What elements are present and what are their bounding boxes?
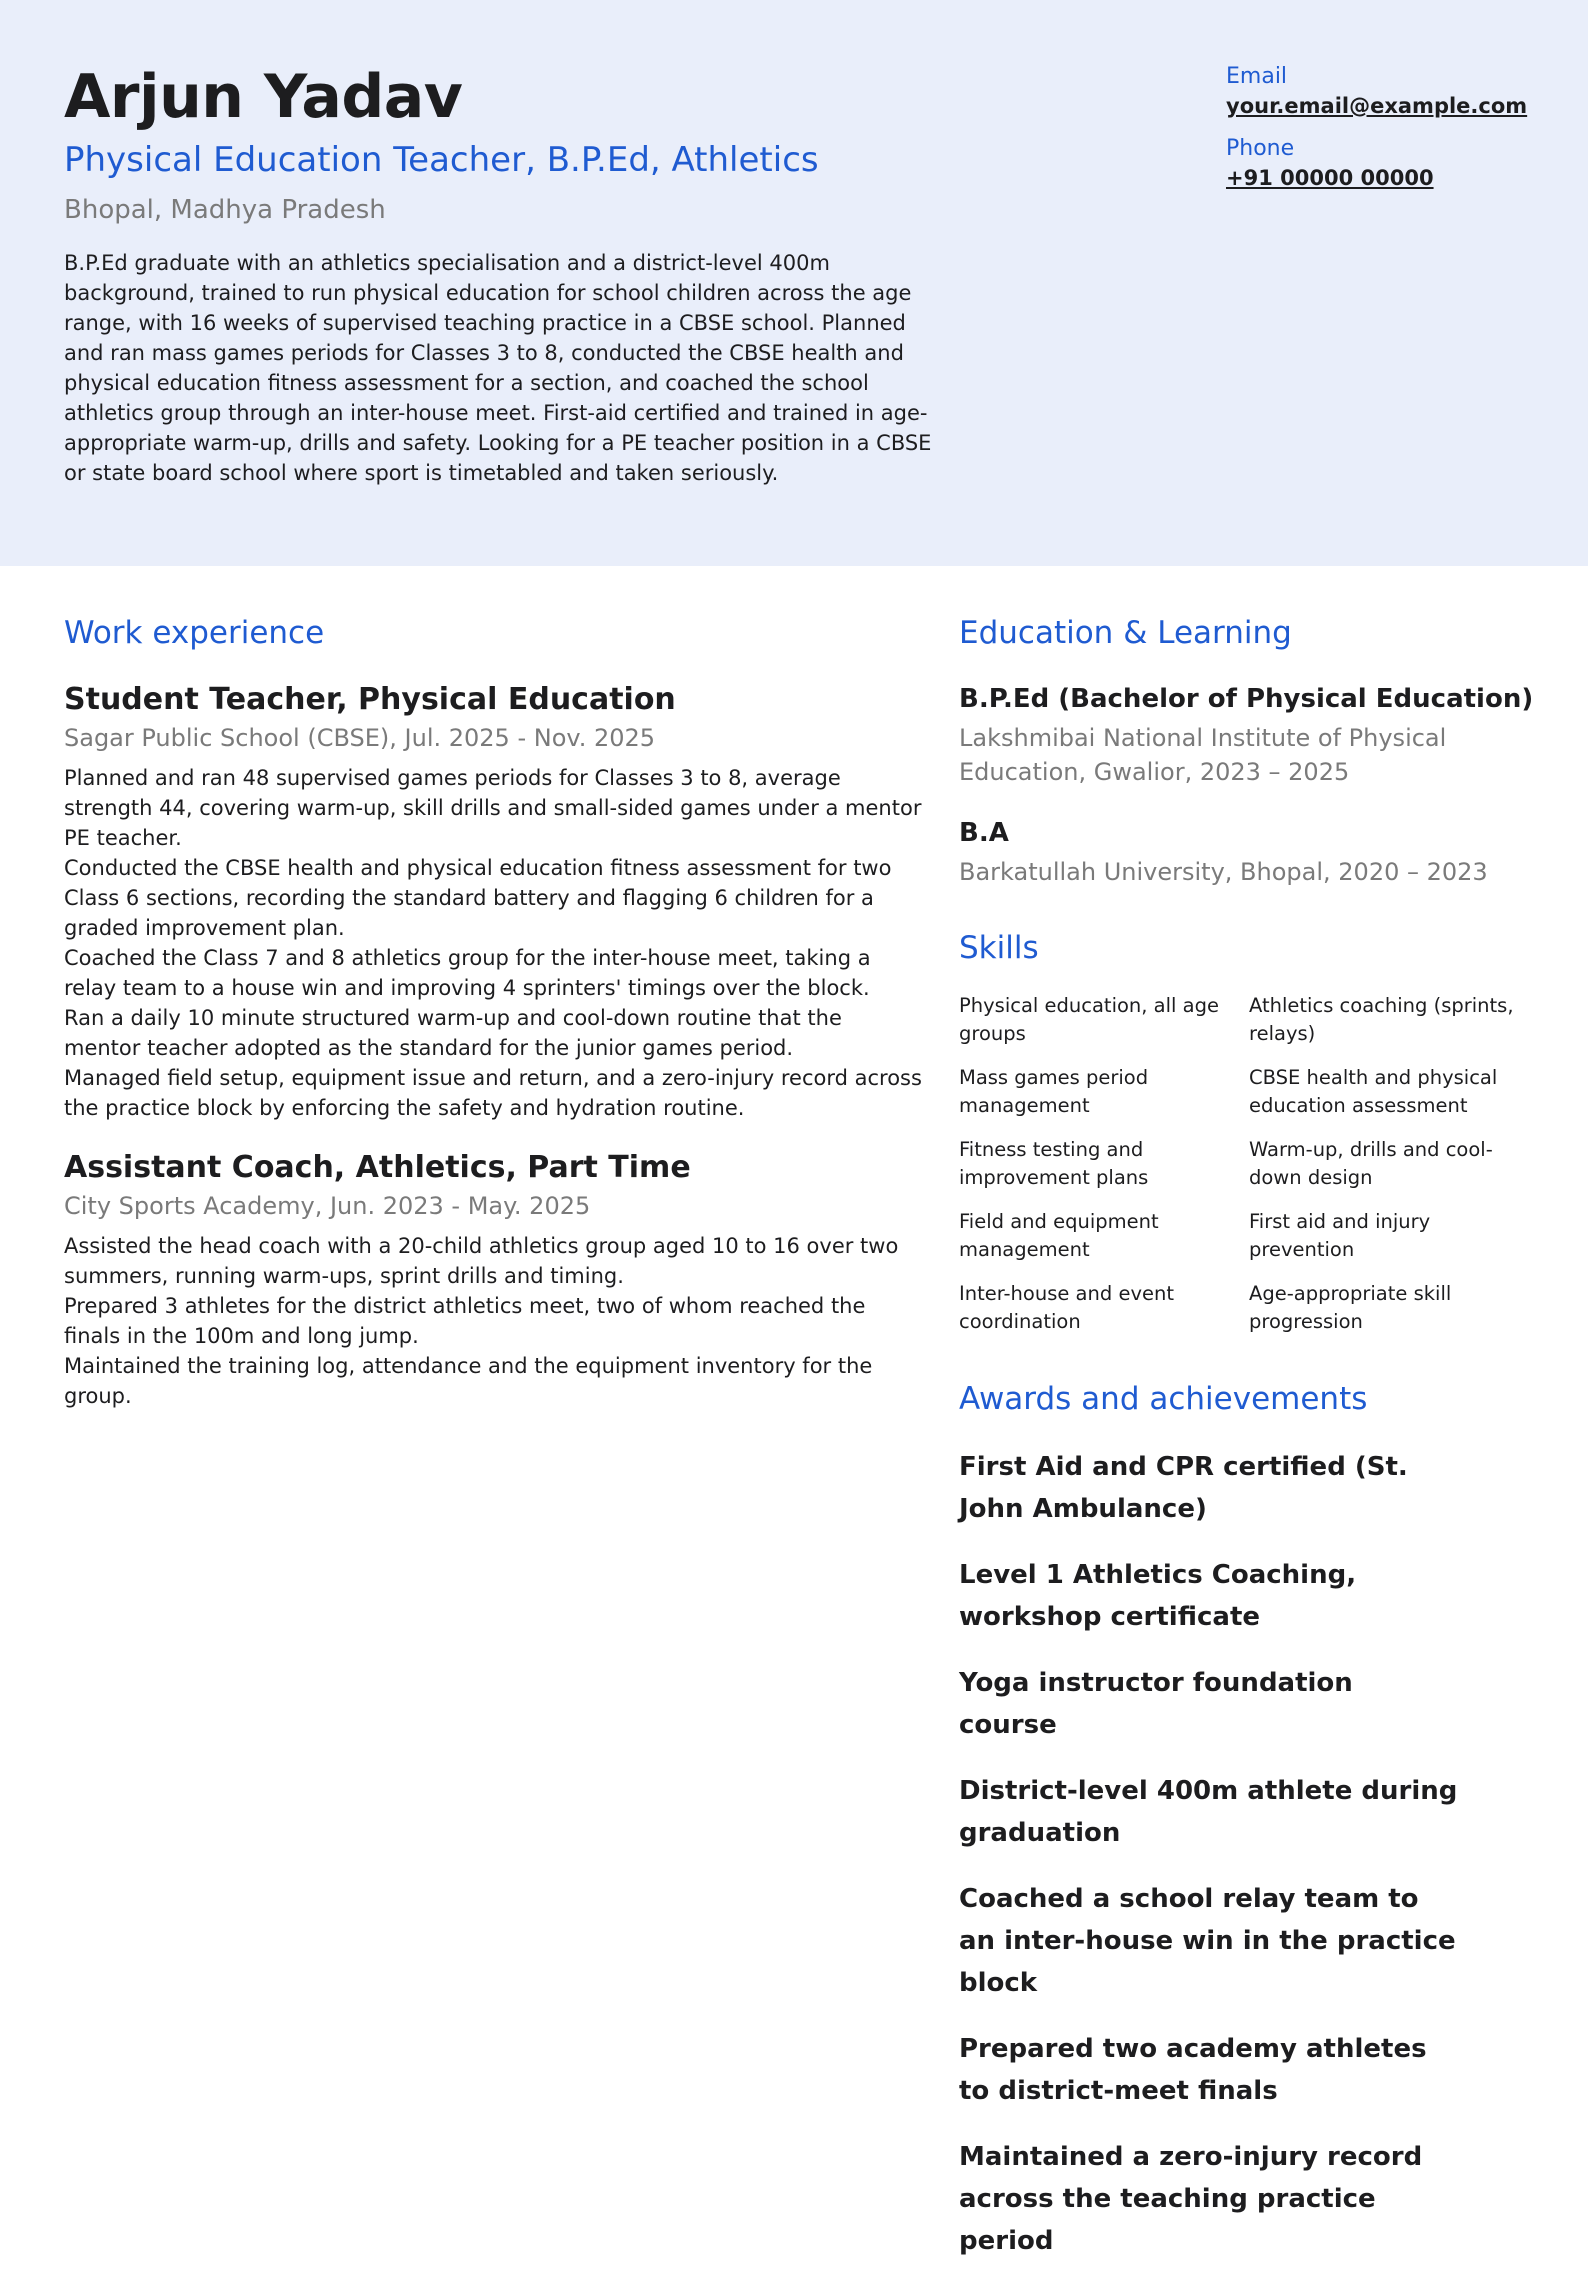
job-meta: City Sports Academy, Jun. 2023 - May. 2025 (64, 1192, 591, 1220)
email-label: Email (1226, 64, 1288, 89)
award-item: Yoga instructor foundation course (959, 1668, 1353, 1740)
job-bullet: Prepared 3 athletes for the district athletics meet, two of whom reached the finals in the 100m and long jump. (64, 1294, 866, 1348)
job-bullets (64, 763, 924, 1123)
job-bullet: Assisted the head coach with a 20-child athletics group aged 10 to 16 over two summers, running warm-ups, sprint drills and timing. (64, 1234, 899, 1288)
skill-item: Inter-house and event coordination (959, 1282, 1174, 1333)
skill-item: First aid and injury prevention (1249, 1210, 1431, 1261)
award-item: Level 1 Athletics Coaching, workshop certificate (959, 1560, 1357, 1632)
skill-item: Age-appropriate skill progression (1249, 1282, 1452, 1333)
skill-item: Fitness testing and improvement plans (959, 1138, 1149, 1189)
header-band (0, 0, 1588, 566)
awards-list (959, 1446, 1459, 2286)
education-institution: Lakshmibai National Institute of Physical Education, Gwalior, 2023 – 2025 (959, 724, 1447, 786)
award-item: Coached a school relay team to an inter-house win in the practice block (959, 1884, 1456, 1998)
job-bullet: Managed field setup, equipment issue and return, and a zero-injury record across the practice block by enforcing the safety and hydration routine. (64, 1066, 922, 1120)
phone-link[interactable]: +91 00000 00000 (1226, 166, 1434, 190)
work-section-title: Work experience (64, 615, 325, 651)
job-bullet: Coached the Class 7 and 8 athletics group for the inter-house meet, taking a relay team to a house win and improving 4 sprinters' timings over the block. (64, 946, 871, 1000)
job-bullet: Conducted the CBSE health and physical education fitness assessment for two Class 6 sections, recording the standard battery and flagging 6 children for a graded improvement plan. (64, 856, 892, 940)
skills-grid (959, 992, 1539, 1336)
education-section-title: Education & Learning (959, 615, 1292, 651)
job-bullets (64, 1231, 924, 1411)
phone-label: Phone (1226, 136, 1295, 161)
skill-item: Field and equipment management (959, 1210, 1159, 1261)
education-degree: B.A (959, 818, 1009, 848)
job-title: Assistant Coach, Athletics, Part Time (64, 1150, 691, 1185)
education-degree: B.P.Ed (Bachelor of Physical Education) (959, 684, 1534, 714)
skill-item: Warm-up, drills and cool-down design (1249, 1138, 1493, 1189)
award-item: Maintained a zero-injury record across the teaching practice period (959, 2142, 1423, 2256)
award-item: First Aid and CPR certified (St. John Ambulance) (959, 1452, 1408, 1524)
job-meta: Sagar Public School (CBSE), Jul. 2025 - Nov. 2025 (64, 724, 656, 752)
skill-item: Physical education, all age groups (959, 994, 1219, 1045)
job-bullet: Planned and ran 48 supervised games periods for Classes 3 to 8, average strength 44, covering warm-up, skill drills and small-sided games under a mentor PE teacher. (64, 766, 922, 850)
skill-item: Athletics coaching (sprints, relays) (1249, 994, 1514, 1045)
award-item: Prepared two academy athletes to district-meet finals (959, 2034, 1427, 2106)
award-item: District-level 400m athlete during graduation (959, 1776, 1458, 1848)
headline: Physical Education Teacher, B.P.Ed, Athletics (64, 140, 819, 180)
summary: B.P.Ed graduate with an athletics specialisation and a district-level 400m background, trained to run physical education for school children across the age range, with 16 weeks of supervised teaching practice in a CBSE school. Planned and ran mass games periods for Classes 3 to 8, conducted the CBSE health and physical education fitness assessment for a section, and coached the school athletics group through an inter-house meet. First-aid certified and trained in age-appropriate warm-up, drills and safety. Looking for a PE teacher position in a CBSE or state board school where sport is timetabled and taken seriously. (64, 251, 932, 485)
email-link[interactable]: your.email@example.com (1226, 94, 1528, 118)
job-bullet: Ran a daily 10 minute structured warm-up and cool-down routine that the mentor teacher adopted as the standard for the junior games period. (64, 1006, 842, 1060)
education-institution: Barkatullah University, Bhopal, 2020 – 2023 (959, 858, 1488, 886)
skill-item: Mass games period management (959, 1066, 1149, 1117)
skills-section-title: Skills (959, 930, 1039, 966)
candidate-name: Arjun Yadav (64, 62, 463, 132)
skill-item: CBSE health and physical education assessment (1249, 1066, 1498, 1117)
job-bullet: Maintained the training log, attendance and the equipment inventory for the group. (64, 1354, 873, 1408)
awards-section-title: Awards and achievements (959, 1381, 1368, 1417)
job-title: Student Teacher, Physical Education (64, 682, 676, 717)
location: Bhopal, Madhya Pradesh (64, 195, 386, 225)
